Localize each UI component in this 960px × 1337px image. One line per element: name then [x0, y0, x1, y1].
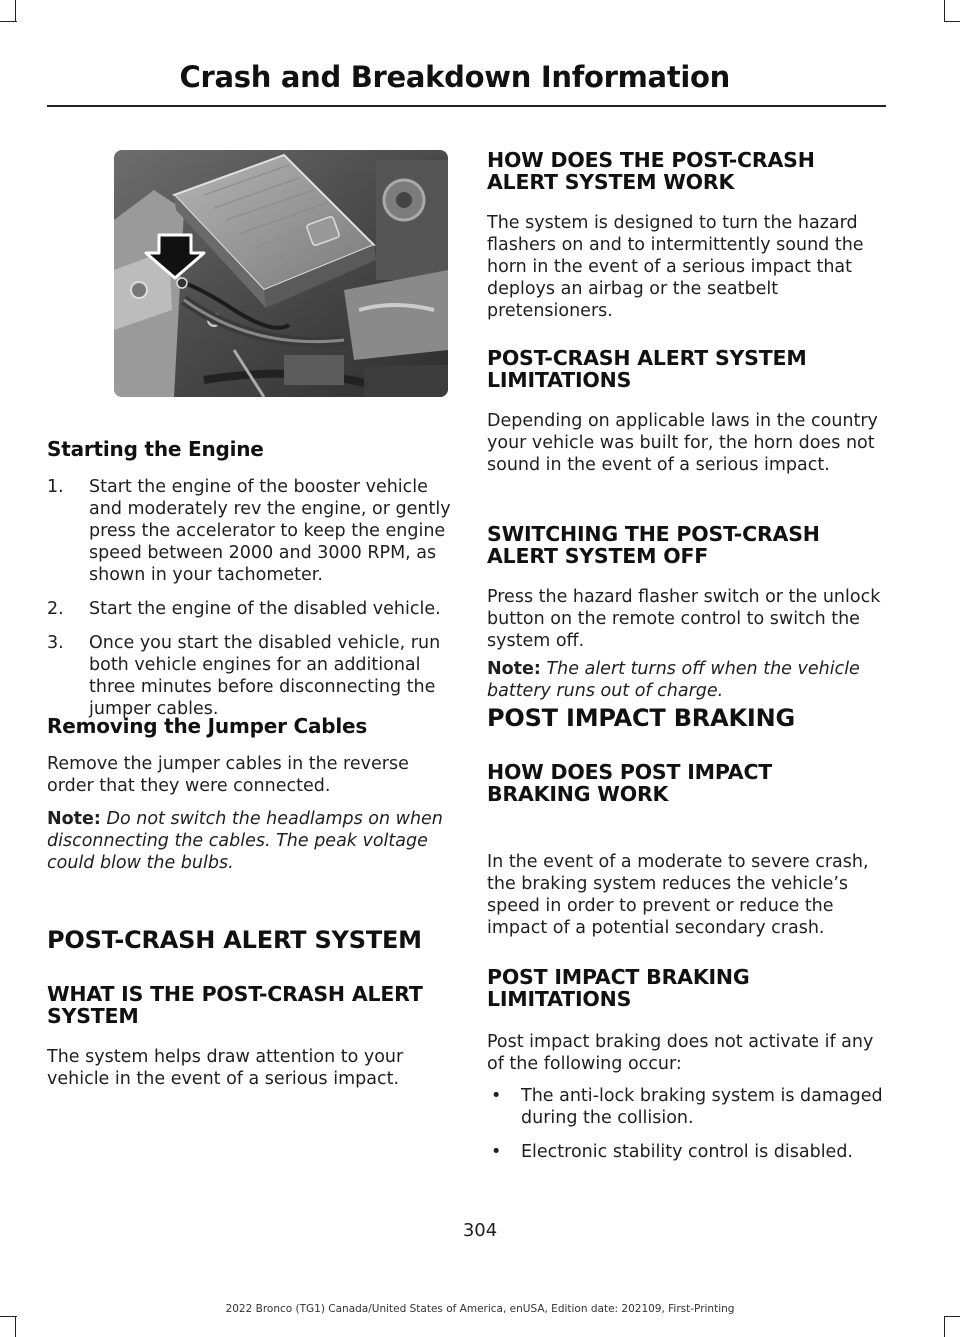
- bullet-glyph: •: [491, 1142, 502, 1162]
- how-paragraph: The system is designed to turn the hazard flashers on and to intermittently sound the horn in the event of a serious impact that deploys an airbag or the seatbelt pretensioners.: [487, 213, 864, 321]
- list-item-text: The anti-lock braking system is damaged during the collision.: [521, 1086, 883, 1128]
- subheading-pib-limitations: POST IMPACT BRAKING LIMITATIONS: [487, 965, 750, 1011]
- step-number: 2.: [47, 599, 64, 619]
- section-heading-starting-engine: Starting the Engine: [47, 437, 264, 461]
- note-paragraph: [47, 808, 451, 874]
- pib-conditions-list: [487, 1085, 887, 1175]
- step-text: Once you start the disabled vehicle, run both vehicle engines for an additional three minutes before disconnecting the jumper cables.: [89, 633, 441, 719]
- pib-limitations-paragraph: Post impact braking does not activate if any of the following occur:: [487, 1032, 874, 1074]
- crop-mark: [15, 1316, 16, 1337]
- list-item: [487, 1141, 887, 1163]
- step-number: 1.: [47, 477, 64, 497]
- note-text: The alert turns off when the vehicle battery runs out of charge.: [487, 659, 860, 701]
- bullet-glyph: •: [491, 1086, 502, 1106]
- subheading-how-does-work: HOW DOES THE POST-CRASH ALERT SYSTEM WORK: [487, 148, 815, 194]
- note-label: Note:: [47, 809, 101, 829]
- crop-mark: [944, 1316, 945, 1337]
- crop-mark: [0, 1316, 17, 1317]
- starting-steps-list: [47, 476, 451, 732]
- note-text: Do not switch the headlamps on when disconnecting the cables. The peak voltage could blow the bulbs.: [47, 809, 443, 873]
- subheading-limitations: POST-CRASH ALERT SYSTEM LIMITATIONS: [487, 346, 807, 392]
- list-item: [47, 598, 451, 620]
- page-number: 304: [462, 1220, 498, 1241]
- subheading-switching-off: SWITCHING THE POST-CRASH ALERT SYSTEM OFF: [487, 522, 820, 568]
- crop-mark: [944, 21, 960, 22]
- limitations-paragraph: Depending on applicable laws in the country your vehicle was built for, the horn does not sound in the event of a serious impact.: [487, 411, 878, 475]
- title-divider: [47, 105, 886, 107]
- list-item: [487, 1085, 887, 1129]
- crop-mark: [944, 0, 945, 22]
- section-heading-post-crash-alert: POST-CRASH ALERT SYSTEM: [47, 926, 422, 954]
- page-title: Crash and Breakdown Information: [179, 60, 730, 94]
- subheading-what-is: WHAT IS THE POST-CRASH ALERT SYSTEM: [47, 982, 423, 1028]
- step-text: Start the engine of the disabled vehicle.: [89, 599, 441, 619]
- edition-footer: 2022 Bronco (TG1) Canada/United States of America, enUSA, Edition date: 202109, First-Printing: [225, 1303, 735, 1315]
- section-heading-removing-cables: Removing the Jumper Cables: [47, 714, 368, 738]
- list-item-text: Electronic stability control is disabled.: [521, 1142, 853, 1162]
- list-item: [47, 476, 451, 586]
- note-paragraph: [487, 658, 887, 702]
- list-item: [47, 632, 451, 720]
- step-text: Start the engine of the booster vehicle and moderately rev the engine, or gently press the accelerator to keep the engine speed between 2000 and 3000 RPM, as shown in your tachometer.: [89, 477, 451, 585]
- switching-paragraph: Press the hazard flasher switch or the unlock button on the remote control to switch the system off.: [487, 587, 881, 651]
- note-label: Note:: [487, 659, 541, 679]
- removing-paragraph: Remove the jumper cables in the reverse order that they were connected.: [47, 754, 409, 796]
- section-heading-post-impact-braking: POST IMPACT BRAKING: [487, 704, 795, 732]
- engine-bay-illustration: [114, 150, 448, 397]
- what-is-paragraph: The system helps draw attention to your vehicle in the event of a serious impact.: [47, 1047, 404, 1089]
- crop-mark: [0, 21, 17, 22]
- crop-mark: [15, 0, 16, 22]
- crop-mark: [944, 1316, 960, 1317]
- step-number: 3.: [47, 633, 64, 653]
- pib-how-paragraph: In the event of a moderate to severe crash, the braking system reduces the vehicle’s speed in order to prevent or reduce the impact of a potential secondary crash.: [487, 852, 869, 938]
- subheading-pib-how: HOW DOES POST IMPACT BRAKING WORK: [487, 760, 773, 806]
